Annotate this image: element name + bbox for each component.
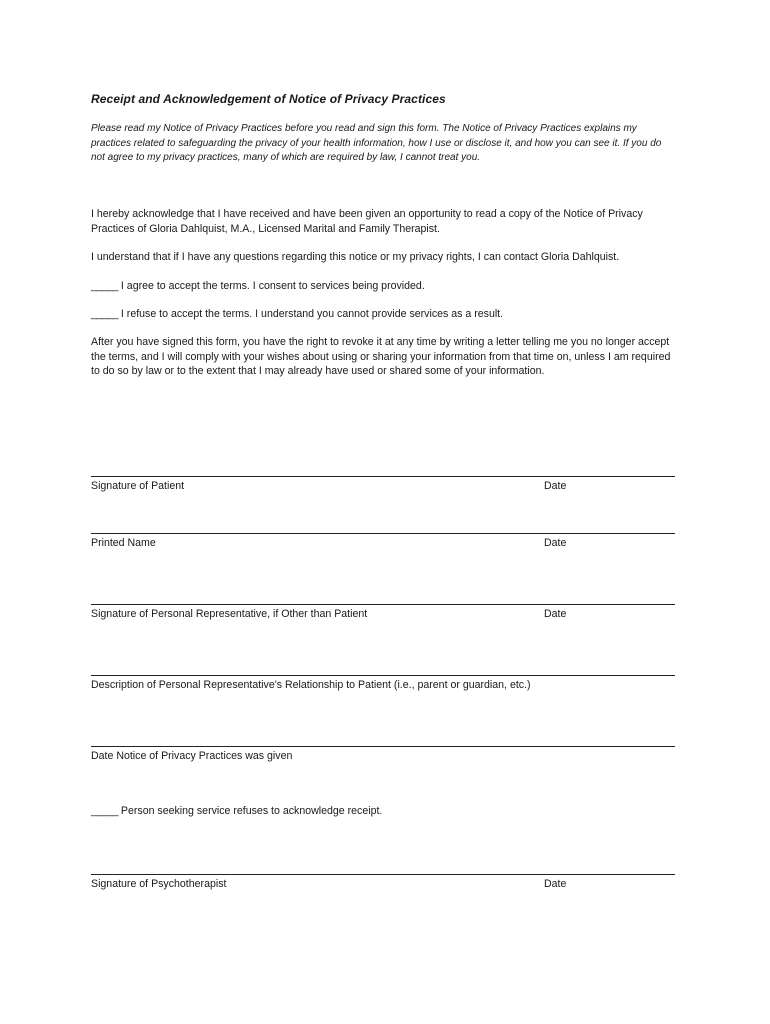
representative-date-label: Date	[544, 608, 567, 620]
printed-name-block[interactable]	[91, 533, 675, 551]
acknowledge-text: I hereby acknowledge that I have received and have been given an opportunity to read a copy of the Notice of Privacy Practices of Gloria Dahlquist, M.A., Licensed Marital and Family Therapist.	[91, 208, 643, 235]
form-title: Receipt and Acknowledgement of Notice of Privacy Practices	[91, 92, 446, 106]
agree-option[interactable]	[91, 279, 675, 294]
representative-signature-label: Signature of Personal Representative, if Other than Patient	[91, 608, 368, 620]
printed-name-label: Printed Name	[91, 537, 156, 549]
refuse-text: I refuse to accept the terms. I understand you cannot provide services as a result.	[117, 308, 504, 320]
patient-signature-block[interactable]	[91, 476, 675, 494]
revoke-text: After you have signed this form, you have the right to revoke it at any time by writing a letter telling me you no longer accept the terms, and I will comply with your wishes about using or sharing your information from that time on, unless I am required to do so by law or to the extent that I may already have used or shared some of your information.	[91, 336, 671, 377]
patient-date-label: Date	[544, 480, 567, 492]
printed-name-date-label: Date	[544, 537, 567, 549]
relationship-block[interactable]	[91, 675, 675, 693]
psychotherapist-date-label: Date	[544, 878, 567, 890]
relationship-line[interactable]	[91, 675, 675, 676]
notice-date-line[interactable]	[91, 746, 675, 747]
refuse-blank[interactable]: _____	[91, 308, 118, 320]
agree-text: I agree to accept the terms. I consent to services being provided.	[117, 280, 425, 292]
refuses-ack-option[interactable]	[91, 804, 675, 819]
form-intro: Please read my Notice of Privacy Practices before you read and sign this form. The Notice of Privacy Practices explains my practices related to safeguarding the privacy of your health information, how I use or disclose it, and how you can see it. If you do not agree to my privacy practices, many of which are required by law, I cannot treat you.	[91, 123, 662, 163]
patient-signature-label: Signature of Patient	[91, 480, 185, 492]
agree-blank[interactable]: _____	[91, 280, 118, 292]
psychotherapist-signature-line[interactable]	[91, 874, 675, 875]
psychotherapist-signature-block[interactable]	[91, 874, 675, 892]
relationship-label: Description of Personal Representative's Relationship to Patient (i.e., parent or guardian, etc.)	[91, 679, 531, 691]
notice-date-block[interactable]	[91, 746, 675, 764]
refuses-ack-text: Person seeking service refuses to acknowledge receipt.	[117, 805, 383, 817]
notice-date-label: Date Notice of Privacy Practices was given	[91, 750, 293, 762]
psychotherapist-signature-label: Signature of Psychotherapist	[91, 878, 227, 890]
questions-text: I understand that if I have any questions regarding this notice or my privacy rights, I can contact Gloria Dahlquist.	[91, 251, 620, 263]
representative-signature-line[interactable]	[91, 604, 675, 605]
representative-signature-block[interactable]	[91, 604, 675, 622]
patient-signature-line[interactable]	[91, 476, 675, 477]
refuses-ack-blank[interactable]: _____	[91, 805, 118, 817]
refuse-option[interactable]	[91, 307, 675, 322]
printed-name-line[interactable]	[91, 533, 675, 534]
